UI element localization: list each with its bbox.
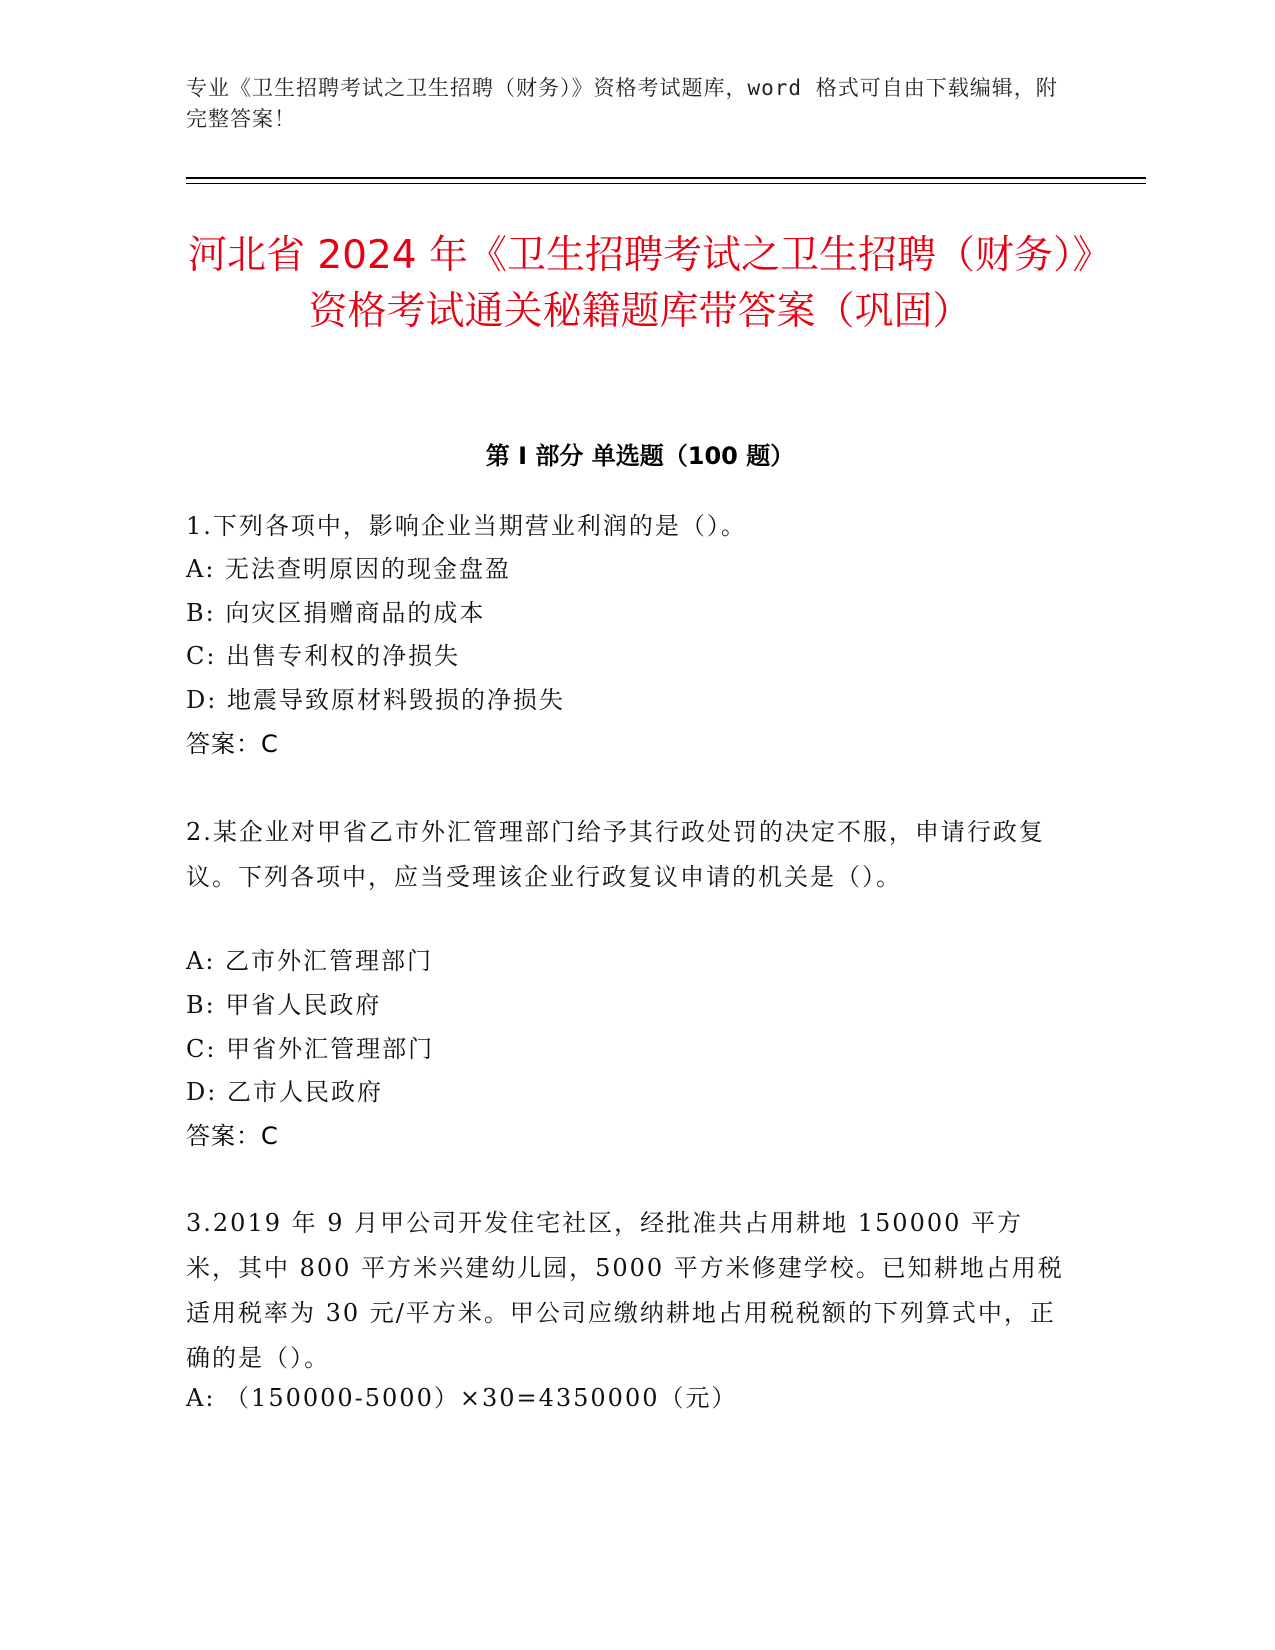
question-1-option-a: A: 无法查明原因的现金盘盈 [186, 555, 512, 583]
section-title: 第 I 部分 单选题（100 题） [485, 442, 795, 470]
question-1-option-c: C: 出售专利权的净损失 [186, 642, 461, 670]
question-2-option-d: D: 乙市人民政府 [186, 1078, 383, 1106]
header-divider-thick [186, 177, 1146, 179]
header-divider-thin [186, 183, 1146, 184]
question-1-option-d: D: 地震导致原材料毁损的净损失 [186, 686, 565, 714]
question-2-text: 2.某企业对甲省乙市外汇管理部门给予其行政处罚的决定不服，申请行政复议。下列各项中，应当受理该企业行政复议申请的机关是（）。 [186, 818, 1045, 891]
header-note: 专业《卫生招聘考试之卫生招聘（财务）》资格考试题库，word 格式可自由下载编辑，附完整答案！ [186, 76, 1058, 131]
question-2-option-b: B: 甲省人民政府 [186, 991, 382, 1019]
document-title: 河北省 2024 年《卫生招聘考试之卫生招聘（财务）》资格考试通关秘籍题库带答案（巩固） [187, 233, 1093, 334]
question-2-answer: 答案：C [186, 1122, 279, 1150]
question-1-answer: 答案：C [186, 730, 279, 758]
question-1-text: 1.下列各项中，影响企业当期营业利润的是（）。 [186, 512, 747, 540]
question-2-option-a: A: 乙市外汇管理部门 [186, 947, 434, 975]
question-3-text: 3.2019 年 9 月甲公司开发住宅社区，经批准共占用耕地 150000 平方米，其中 800 平方米兴建幼儿园，5000 平方米修建学校。已知耕地占用税适用税率为 30 元/平方米。甲公司应缴纳耕地占用税税额的下列算式中，正确的是（）。 [186, 1209, 1064, 1372]
question-1-option-b: B: 向灾区捐赠商品的成本 [186, 599, 486, 627]
question-2-option-c: C: 甲省外汇管理部门 [186, 1035, 435, 1063]
question-3-option-a: A: （150000-5000）×30=4350000（元） [186, 1384, 738, 1412]
